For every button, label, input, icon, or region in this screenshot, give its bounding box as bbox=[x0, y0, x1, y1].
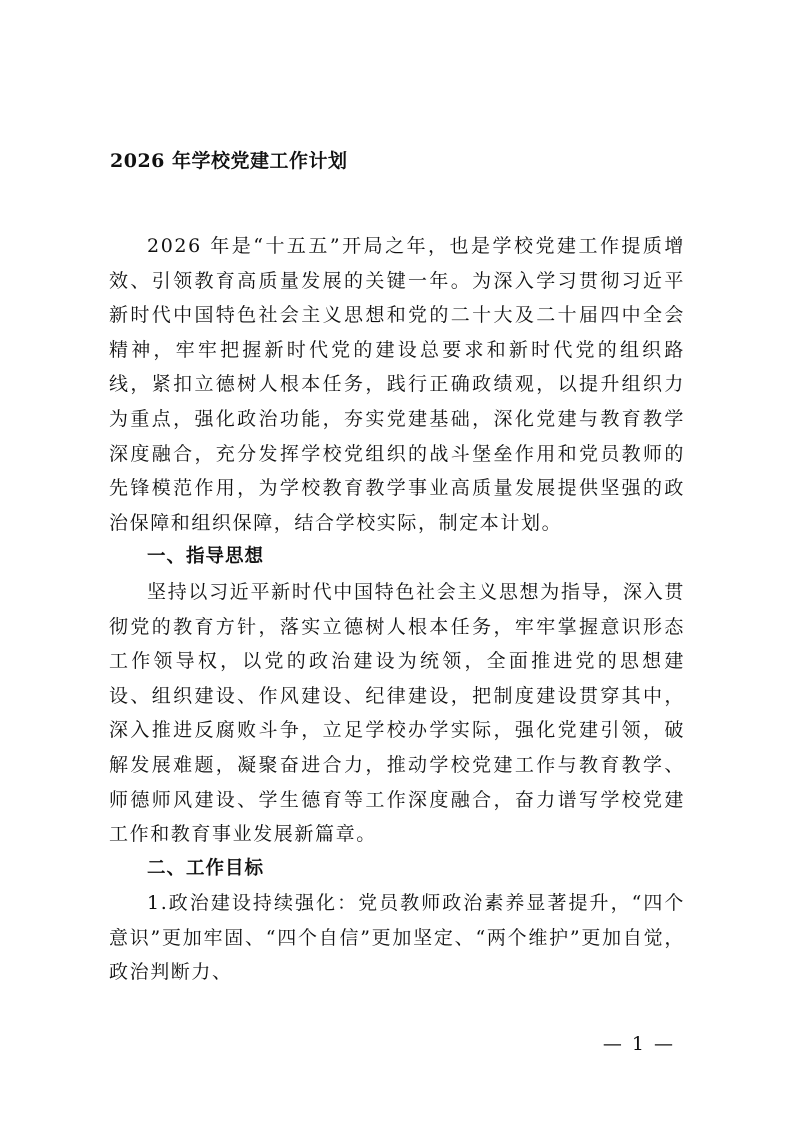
document-title: 2026 年学校党建工作计划 bbox=[110, 150, 348, 172]
page-number: — 1 — bbox=[602, 1033, 675, 1055]
intro-paragraph: 2026 年是“十五五”开局之年，也是学校党建工作提质增效、引领教育高质量发展的关键一年。为深入学习贯彻习近平新时代中国特色社会主义思想和党的二十大及二十届四中全会精神，牢牢把握新时代党的建设总要求和新时代党的组织路线，紧扣立德树人根本任务，践行正确政绩观，以提升组织力为重点，强化政治功能，夯实党建基础，深化党建与教育教学深度融合，充分发挥学校党组织的战斗堡垒作用和党员教师的先锋模范作用，为学校教育教学事业高质量发展提供坚强的政治保障和组织保障，结合学校实际，制定本计划。 bbox=[109, 235, 685, 534]
work-goals-paragraph-1: 1.政治建设持续强化：党员教师政治素养显著提升，“四个意识”更加牢固、“四个自信”更加坚定、“两个维护”更加自觉，政治判断力、 bbox=[109, 892, 685, 984]
document-body bbox=[109, 229, 685, 990]
guiding-ideology-paragraph: 坚持以习近平新时代中国特色社会主义思想为指导，深入贯彻党的教育方针，落实立德树人根本任务，牢牢掌握意识形态工作领导权，以党的政治建设为统领，全面推进党的思想建设、组织建设、作风建设、纪律建设，把制度建设贯穿其中，深入推进反腐败斗争，立足学校办学实际，强化党建引领，破解发展难题，凝聚奋进合力，推动学校党建工作与教育教学、师德师风建设、学生德育等工作深度融合，奋力谱写学校党建工作和教育事业发展新篇章。 bbox=[109, 580, 685, 846]
section-heading-guiding-ideology: 一、指导思想 bbox=[147, 546, 265, 568]
section-heading-work-goals: 二、工作目标 bbox=[147, 857, 265, 879]
